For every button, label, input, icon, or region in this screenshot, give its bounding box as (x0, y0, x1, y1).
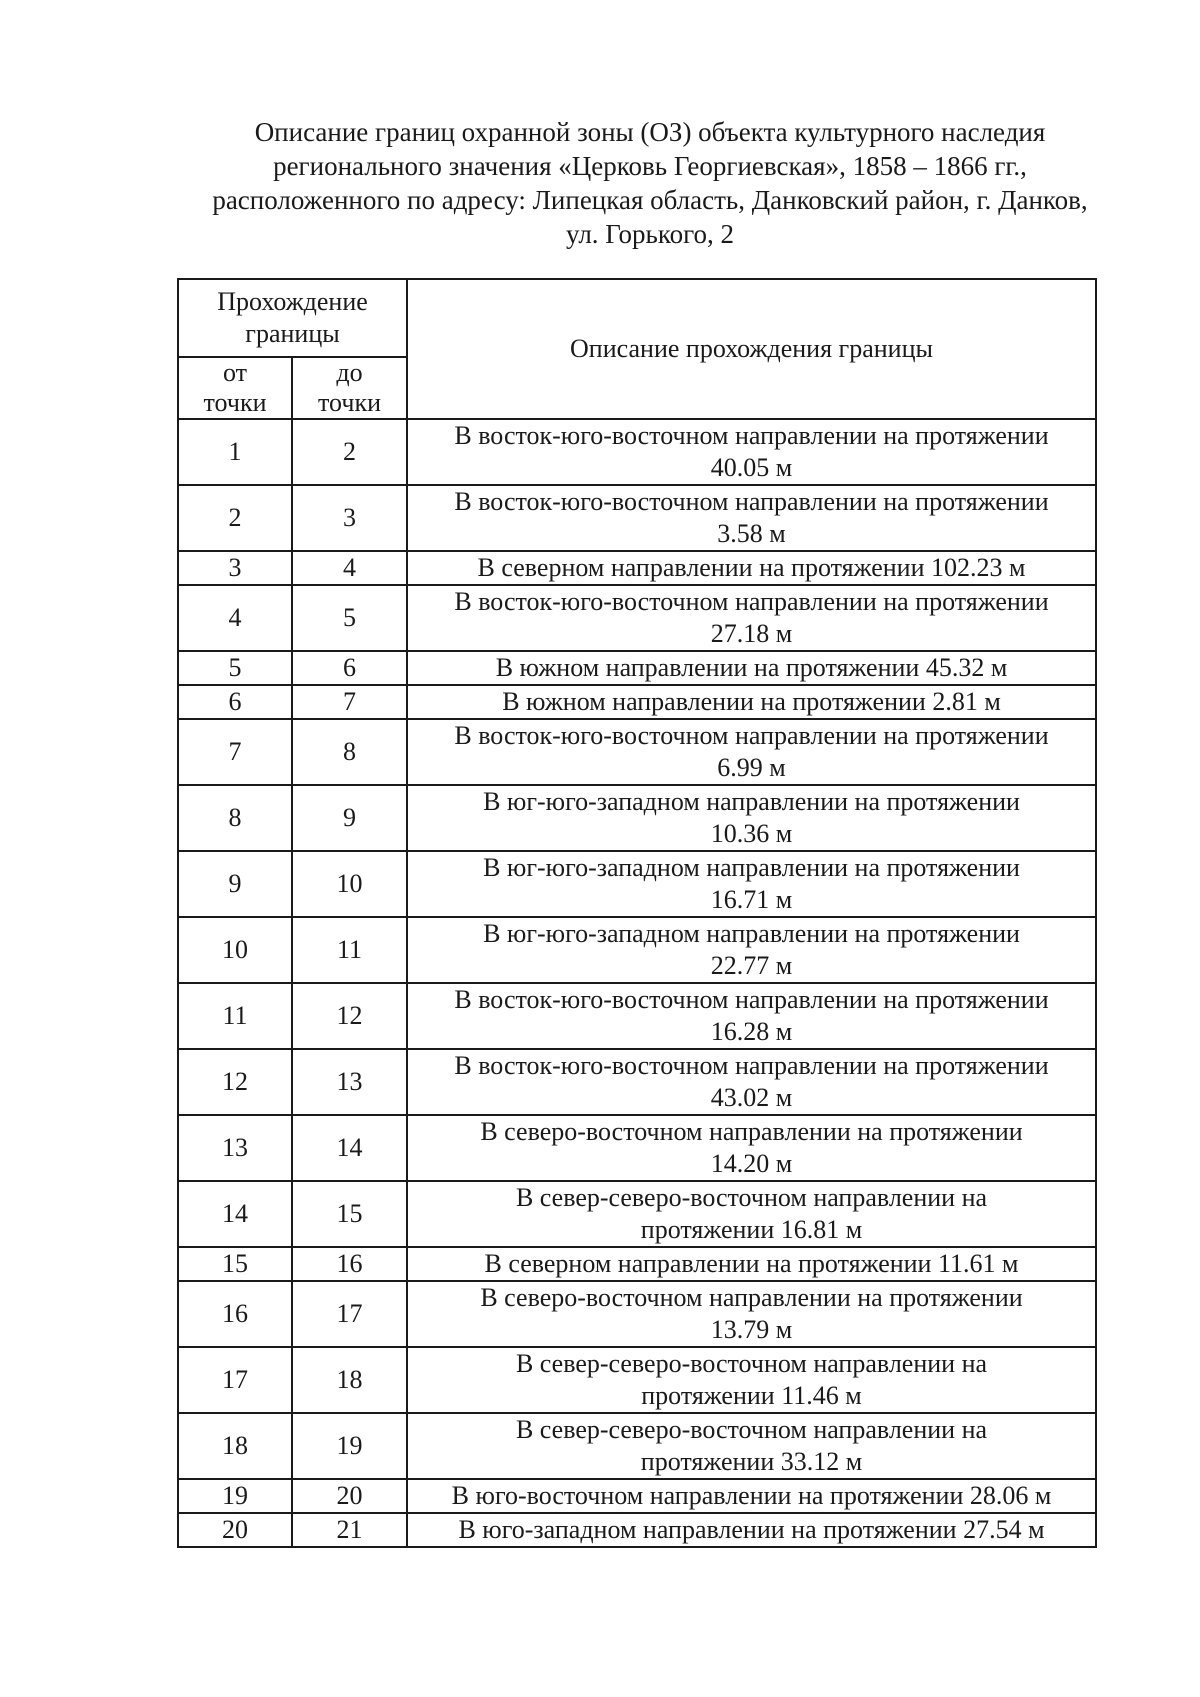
from-point-cell: 17 (178, 1347, 292, 1413)
to-point-cell: 8 (292, 719, 407, 785)
description-cell (407, 585, 1096, 651)
to-point-cell: 15 (292, 1181, 407, 1247)
description-cell (407, 1513, 1096, 1547)
header-label: Прохождение (217, 287, 368, 316)
table-row (178, 1413, 1096, 1479)
table-row (178, 719, 1096, 785)
table-row (178, 785, 1096, 851)
description-cell (407, 917, 1096, 983)
description-cell (407, 551, 1096, 585)
table-row (178, 1049, 1096, 1115)
description-line: 13.79 м (710, 1315, 793, 1344)
to-point-cell: 17 (292, 1281, 407, 1347)
description-line: В северном направлении на протяжении 102.23 м (477, 553, 1026, 582)
description-line: В юго-западном направлении на протяжении 27.54 м (458, 1515, 1045, 1544)
description-line: 22.77 м (710, 951, 793, 980)
from-point-cell: 18 (178, 1413, 292, 1479)
description-line: В восток-юго-восточном направлении на протяжении (454, 985, 1049, 1014)
description-cell (407, 685, 1096, 719)
title-line: регионального значения «Церковь Георгиевская», 1858 – 1866 гг., (273, 151, 1027, 181)
to-point-cell: 21 (292, 1513, 407, 1547)
description-cell (407, 651, 1096, 685)
table-row (178, 485, 1096, 551)
description-cell (407, 1049, 1096, 1115)
table-row (178, 1281, 1096, 1347)
header-label: границы (245, 319, 340, 348)
header-label: точки (203, 388, 267, 417)
description-cell (407, 1115, 1096, 1181)
description-line: В южном направлении на протяжении 45.32 м (495, 653, 1008, 682)
description-line: В восток-юго-восточном направлении на протяжении (454, 587, 1049, 616)
description-cell (407, 719, 1096, 785)
table-row (178, 851, 1096, 917)
to-point-cell: 12 (292, 983, 407, 1049)
from-point-cell: 15 (178, 1247, 292, 1281)
from-point-cell: 9 (178, 851, 292, 917)
to-point-cell: 13 (292, 1049, 407, 1115)
from-point-cell: 8 (178, 785, 292, 851)
from-point-cell: 19 (178, 1479, 292, 1513)
description-line: 10.36 м (710, 819, 793, 848)
description-line: В юг-юго-западном направлении на протяжении (483, 787, 1020, 816)
to-point-cell: 9 (292, 785, 407, 851)
header-to-point (292, 357, 407, 419)
from-point-cell: 16 (178, 1281, 292, 1347)
description-line: В восток-юго-восточном направлении на протяжении (454, 421, 1049, 450)
description-cell (407, 1181, 1096, 1247)
to-point-cell: 5 (292, 585, 407, 651)
description-cell (407, 1479, 1096, 1513)
description-line: В север-северо-восточном направлении на (515, 1349, 988, 1378)
table-row (178, 1513, 1096, 1547)
description-cell (407, 983, 1096, 1049)
description-line: 40.05 м (710, 453, 793, 482)
to-point-cell: 10 (292, 851, 407, 917)
description-cell (407, 851, 1096, 917)
header-label: точки (318, 388, 381, 417)
description-line: 43.02 м (710, 1083, 793, 1112)
description-line: В юго-восточном направлении на протяжении 28.06 м (451, 1481, 1052, 1510)
description-line: В север-северо-восточном направлении на (515, 1183, 988, 1212)
header-boundary-passage (178, 279, 407, 357)
table-row (178, 651, 1096, 685)
description-cell (407, 785, 1096, 851)
header-from-point (178, 357, 292, 419)
header-label: до (336, 358, 363, 387)
table-row (178, 585, 1096, 651)
table-row (178, 551, 1096, 585)
from-point-cell: 11 (178, 983, 292, 1049)
boundary-table (177, 278, 1097, 1548)
description-line: 6.99 м (717, 753, 786, 782)
description-line: В восток-юго-восточном направлении на протяжении (454, 721, 1049, 750)
to-point-cell: 7 (292, 685, 407, 719)
title-line: расположенного по адресу: Липецкая область, Данковский район, г. Данков, (212, 185, 1088, 215)
description-cell (407, 485, 1096, 551)
table-row (178, 419, 1096, 485)
description-line: В северном направлении на протяжении 11.61 м (484, 1249, 1019, 1278)
to-point-cell: 11 (292, 917, 407, 983)
title-line: ул. Горького, 2 (566, 219, 734, 249)
description-line: 16.28 м (710, 1017, 793, 1046)
from-point-cell: 14 (178, 1181, 292, 1247)
description-line: протяжении 16.81 м (640, 1215, 863, 1244)
description-cell (407, 1413, 1096, 1479)
description-cell (407, 1281, 1096, 1347)
to-point-cell: 14 (292, 1115, 407, 1181)
header-description: Описание прохождения границы (407, 279, 1096, 419)
from-point-cell: 6 (178, 685, 292, 719)
from-point-cell: 2 (178, 485, 292, 551)
description-line: В северо-восточном направлении на протяжении (480, 1283, 1023, 1312)
description-cell (407, 419, 1096, 485)
description-line: В северо-восточном направлении на протяжении (480, 1117, 1023, 1146)
from-point-cell: 3 (178, 551, 292, 585)
description-line: протяжении 11.46 м (641, 1381, 862, 1410)
table-row (178, 1347, 1096, 1413)
from-point-cell: 5 (178, 651, 292, 685)
description-line: 27.18 м (710, 619, 793, 648)
table-row (178, 1247, 1096, 1281)
from-point-cell: 10 (178, 917, 292, 983)
table-header-row (178, 279, 1096, 357)
document-title (150, 115, 1150, 251)
description-line: 3.58 м (717, 519, 786, 548)
to-point-cell: 4 (292, 551, 407, 585)
table-row (178, 1115, 1096, 1181)
description-cell (407, 1247, 1096, 1281)
description-cell (407, 1347, 1096, 1413)
to-point-cell: 20 (292, 1479, 407, 1513)
description-line: В южном направлении на протяжении 2.81 м (502, 687, 1001, 716)
from-point-cell: 7 (178, 719, 292, 785)
to-point-cell: 18 (292, 1347, 407, 1413)
from-point-cell: 12 (178, 1049, 292, 1115)
description-line: протяжении 33.12 м (640, 1447, 863, 1476)
description-line: В восток-юго-восточном направлении на протяжении (454, 487, 1049, 516)
table-row (178, 685, 1096, 719)
from-point-cell: 20 (178, 1513, 292, 1547)
to-point-cell: 2 (292, 419, 407, 485)
header-label: от (222, 358, 248, 387)
table-row (178, 1181, 1096, 1247)
from-point-cell: 1 (178, 419, 292, 485)
description-line: 16.71 м (710, 885, 793, 914)
table-row (178, 1479, 1096, 1513)
table-row (178, 917, 1096, 983)
description-line: В восток-юго-восточном направлении на протяжении (454, 1051, 1049, 1080)
from-point-cell: 13 (178, 1115, 292, 1181)
from-point-cell: 4 (178, 585, 292, 651)
description-line: 14.20 м (710, 1149, 793, 1178)
table-row (178, 983, 1096, 1049)
description-line: В север-северо-восточном направлении на (515, 1415, 988, 1444)
title-line: Описание границ охранной зоны (ОЗ) объекта культурного наследия (254, 117, 1046, 147)
description-line: В юг-юго-западном направлении на протяжении (483, 919, 1020, 948)
description-line: В юг-юго-западном направлении на протяжении (483, 853, 1020, 882)
to-point-cell: 3 (292, 485, 407, 551)
to-point-cell: 16 (292, 1247, 407, 1281)
to-point-cell: 6 (292, 651, 407, 685)
to-point-cell: 19 (292, 1413, 407, 1479)
